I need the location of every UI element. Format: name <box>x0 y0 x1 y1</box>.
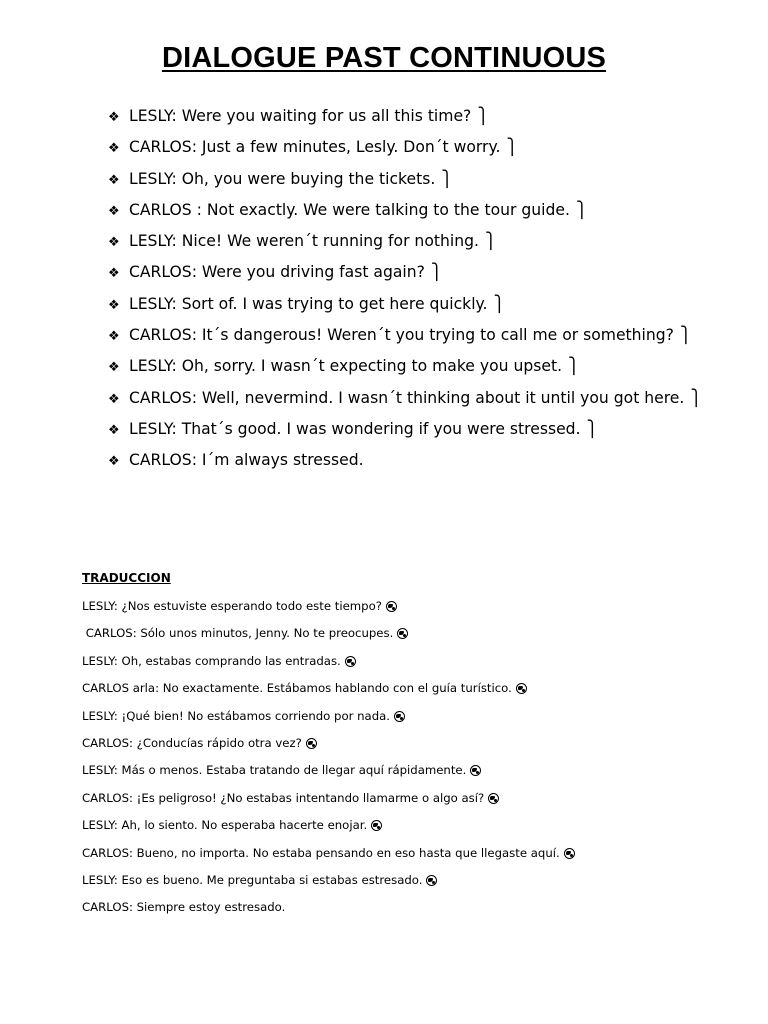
translation-text: CARLOS: Sólo unos minutos, Jenny. No te preocupes. <box>82 626 394 641</box>
diamond-bullet-icon: ❖ <box>108 454 120 470</box>
translation-line <box>82 596 575 623</box>
translation-text: CARLOS: ¡Es peligroso! ¿No estabas intentando llamarme o algo así? <box>82 790 485 805</box>
dialogue-text: CARLOS: It´s dangerous! Weren´t you trying to call me or something? <box>129 326 674 345</box>
bracket-icon: ⎫ <box>690 388 703 407</box>
globe-icon <box>564 848 575 859</box>
dialogue-line <box>108 132 702 163</box>
dialogue-text: LESLY: Oh, sorry. I wasn´t expecting to make you upset. <box>129 357 563 376</box>
dialogue-list <box>108 101 702 477</box>
translation-line <box>82 815 575 842</box>
dialogue-text: CARLOS: Just a few minutes, Lesly. Don´t worry. <box>129 138 501 157</box>
globe-icon <box>306 738 317 749</box>
globe-icon <box>426 875 437 886</box>
page-title: DIALOGUE PAST CONTINUOUS <box>161 42 607 74</box>
translation-text: LESLY: Más o menos. Estaba tratando de llegar aquí rápidamente. <box>82 763 467 778</box>
dialogue-text: LESLY: That´s good. I was wondering if you were stressed. <box>129 419 581 438</box>
translation-line <box>82 788 575 815</box>
translation-text: CARLOS: Bueno, no importa. No estaba pensando en eso hasta que llegaste aquí. <box>82 845 560 860</box>
diamond-bullet-icon: ❖ <box>108 172 120 188</box>
diamond-bullet-icon: ❖ <box>108 203 120 219</box>
bracket-icon: ⎫ <box>484 232 497 251</box>
dialogue-text: CARLOS : Not exactly. We were talking to the tour guide. <box>129 200 570 219</box>
translation-line <box>82 760 575 787</box>
diamond-bullet-icon: ❖ <box>108 110 120 125</box>
diamond-bullet-icon: ❖ <box>108 297 120 313</box>
translation-text: LESLY: ¡Qué bien! No estábamos corriendo por nada. <box>82 708 390 723</box>
globe-icon <box>516 683 527 694</box>
dialogue-line <box>108 320 702 351</box>
dialogue-line <box>108 351 702 382</box>
dialogue-line <box>108 226 702 257</box>
globe-icon <box>345 656 356 667</box>
translation-line <box>82 897 575 924</box>
dialogue-line <box>108 414 702 445</box>
globe-icon <box>488 793 499 804</box>
bracket-icon: ⎫ <box>430 263 443 282</box>
translation-line <box>82 870 575 897</box>
translation-line <box>82 651 575 678</box>
dialogue-line <box>108 383 702 414</box>
dialogue-line <box>108 257 702 288</box>
translation-line <box>82 843 575 870</box>
translation-text: LESLY: ¿Nos estuviste esperando todo este tiempo? <box>82 599 382 613</box>
diamond-bullet-icon: ❖ <box>108 360 120 376</box>
diamond-bullet-icon: ❖ <box>108 391 120 407</box>
bracket-icon: ⎫ <box>586 419 599 438</box>
bracket-icon: ⎫ <box>575 200 588 219</box>
diamond-bullet-icon: ❖ <box>108 329 120 345</box>
dialogue-line <box>108 445 702 476</box>
dialogue-line <box>108 164 702 195</box>
translation-line <box>82 623 575 650</box>
bracket-icon: ⎫ <box>441 169 453 188</box>
bracket-icon: ⎫ <box>568 357 580 376</box>
dialogue-text: CARLOS: I´m always stressed. <box>129 451 364 470</box>
diamond-bullet-icon: ❖ <box>108 422 120 438</box>
translation-text: CARLOS arla: No exactamente. Estábamos hablando con el guía turístico. <box>82 681 512 696</box>
translation-text: CARLOS: Siempre estoy estresado. <box>82 900 286 915</box>
dialogue-text: LESLY: Were you waiting for us all this time? <box>129 107 472 125</box>
dialogue-text: LESLY: Oh, you were buying the tickets. <box>129 169 436 188</box>
dialogue-line <box>108 195 702 226</box>
dialogue-line <box>108 289 702 320</box>
bracket-icon: ⎫ <box>477 107 490 125</box>
translation-list <box>82 596 575 925</box>
translation-line <box>82 678 575 705</box>
bracket-icon: ⎫ <box>493 294 506 313</box>
translation-heading: TRADUCCION <box>82 571 171 585</box>
translation-text: LESLY: Ah, lo siento. No esperaba hacerte enojar. <box>82 818 368 833</box>
globe-icon <box>394 711 405 722</box>
bracket-icon: ⎫ <box>679 326 692 345</box>
translation-text: LESLY: Oh, estabas comprando las entradas. <box>82 653 341 668</box>
bracket-icon: ⎫ <box>506 138 519 157</box>
dialogue-text: CARLOS: Well, nevermind. I wasn´t thinking about it until you got here. <box>129 388 685 407</box>
dialogue-text: LESLY: Sort of. I was trying to get here quickly. <box>129 294 488 313</box>
translation-line <box>82 706 575 733</box>
globe-icon <box>397 628 408 639</box>
dialogue-line <box>108 101 702 132</box>
diamond-bullet-icon: ❖ <box>108 235 120 251</box>
diamond-bullet-icon: ❖ <box>108 266 120 282</box>
dialogue-text: CARLOS: Were you driving fast again? <box>129 263 425 282</box>
translation-text: CARLOS: ¿Conducías rápido otra vez? <box>82 735 302 750</box>
translation-line <box>82 733 575 760</box>
globe-icon <box>386 601 397 612</box>
translation-text: LESLY: Eso es bueno. Me preguntaba si estabas estresado. <box>82 872 423 887</box>
dialogue-text: LESLY: Nice! We weren´t running for nothing. <box>129 232 479 251</box>
globe-icon <box>470 765 481 776</box>
diamond-bullet-icon: ❖ <box>108 141 120 157</box>
globe-icon <box>371 820 382 831</box>
